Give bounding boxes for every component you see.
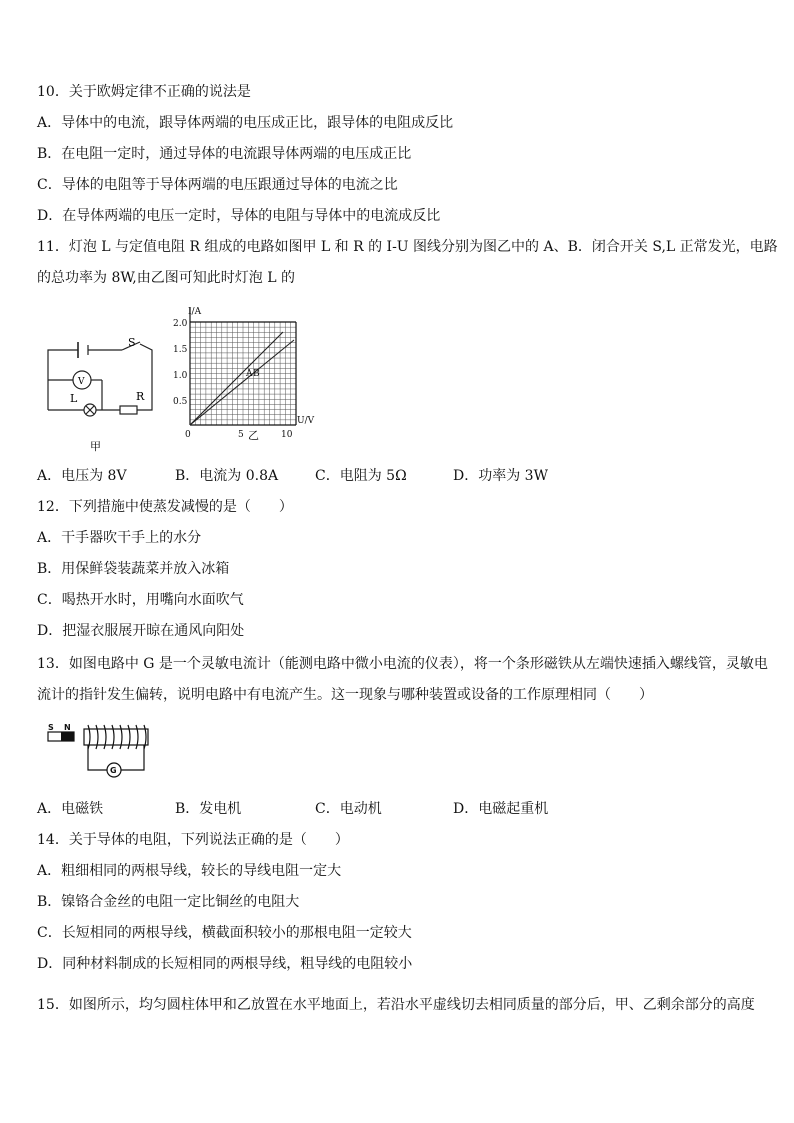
q14-option-a: A．粗细相同的两根导线，较长的导线电阻一定大 xyxy=(37,863,342,879)
y-tick-1.5: 1.5 xyxy=(173,345,188,355)
circuit-caption: 甲 xyxy=(90,440,101,453)
y-axis-label: I/A xyxy=(188,307,202,317)
q10-option-a: A．导体中的电流，跟导体两端的电压成正比，跟导体的电阻成反比 xyxy=(37,115,454,131)
q11-stem-line2: 的总功率为 8W,由乙图可知此时灯泡 L 的 xyxy=(37,270,295,286)
q12-option-c: C．喝热开水时，用嘴向水面吹气 xyxy=(37,592,244,608)
q14-stem: 14．关于导体的电阻，下列说法正确的是（ ） xyxy=(37,832,349,848)
q13-stem-line1: 13．如图电路中 G 是一个灵敏电流计（能测电路中微小电流的仪表），将一个条形磁铁从左端快速插入螺线管，灵敏电 xyxy=(37,656,768,672)
q10-option-b: B．在电阻一定时，通过导体的电流跟导体两端的电压成正比 xyxy=(37,146,412,162)
q12-option-a: A．干手器吹干手上的水分 xyxy=(37,530,202,546)
q12-stem: 12．下列措施中使蒸发减慢的是（ ） xyxy=(37,499,293,515)
magnet-n-label: N xyxy=(64,723,71,732)
q11-options xyxy=(37,467,737,485)
y-tick-2: 2.0 xyxy=(173,319,188,329)
magnet-s-label: S xyxy=(48,723,54,732)
q14-option-d: D．同种材料制成的长短相同的两根导线，粗导线的电阻较小 xyxy=(37,956,413,972)
line-a-label: A xyxy=(246,369,253,379)
q10-option-c: C．导体的电阻等于导体两端的电压跟通过导体的电流之比 xyxy=(37,177,398,193)
switch-label: S xyxy=(128,336,136,349)
q11-option-d: D．功率为 3W xyxy=(453,468,548,484)
q11-option-c: C．电阻为 5Ω xyxy=(315,468,407,484)
q13-options xyxy=(37,800,737,818)
voltmeter-label: V xyxy=(78,377,85,387)
q14-option-b: B．镍铬合金丝的电阻一定比铜丝的电阻大 xyxy=(37,894,300,910)
q11-iu-graph xyxy=(168,300,318,445)
q15-stem: 15．如图所示，均匀圆柱体甲和乙放置在水平地面上，若沿水平虚线切去相同质量的部分后，甲、乙剩余部分的高度 xyxy=(37,997,755,1013)
q10-option-d: D．在导体两端的电压一定时，导体的电阻与导体中的电流成反比 xyxy=(37,208,441,224)
graph-caption: 乙 xyxy=(248,429,259,442)
y-tick-0.5: 0.5 xyxy=(173,397,188,407)
x-axis-label: U/V xyxy=(297,416,315,426)
x-tick-5: 5 xyxy=(238,430,244,440)
q13-option-d: D．电磁起重机 xyxy=(453,801,549,817)
q13-solenoid-figure xyxy=(44,720,159,782)
galvanometer-label: G xyxy=(110,766,117,775)
y-tick-1: 1.0 xyxy=(173,371,188,381)
q11-circuit-figure xyxy=(40,330,160,455)
q10-stem: 10．关于欧姆定律不正确的说法是 xyxy=(37,84,251,100)
resistor-label: R xyxy=(136,390,145,403)
resistor-icon xyxy=(120,406,137,414)
q13-option-b: B．发电机 xyxy=(175,801,242,817)
x-tick-10: 10 xyxy=(281,430,293,440)
lamp-label: L xyxy=(70,392,78,405)
q12-option-d: D．把湿衣服展开晾在通风向阳处 xyxy=(37,623,245,639)
q11-option-b: B．电流为 0.8A xyxy=(175,468,279,484)
q11-stem-line1: 11．灯泡 L 与定值电阻 R 组成的电路如图甲 L 和 R 的 I-U 图线分别为图乙中的 A、B．闭合开关 S,L 正常发光，电路 xyxy=(37,239,778,255)
q14-option-c: C．长短相同的两根导线，横截面积较小的那根电阻一定较大 xyxy=(37,925,412,941)
q13-option-c: C．电动机 xyxy=(315,801,382,817)
q11-option-a: A．电压为 8V xyxy=(37,468,127,484)
x-tick-0: 0 xyxy=(185,430,191,440)
q13-stem-line2: 流计的指针发生偏转，说明电路中有电流产生。这一现象与哪种装置或设备的工作原理相同（ ） xyxy=(37,687,653,703)
q12-option-b: B．用保鲜袋装蔬菜并放入冰箱 xyxy=(37,561,230,577)
line-b-label: B xyxy=(253,369,260,379)
q13-option-a: A．电磁铁 xyxy=(37,801,104,817)
